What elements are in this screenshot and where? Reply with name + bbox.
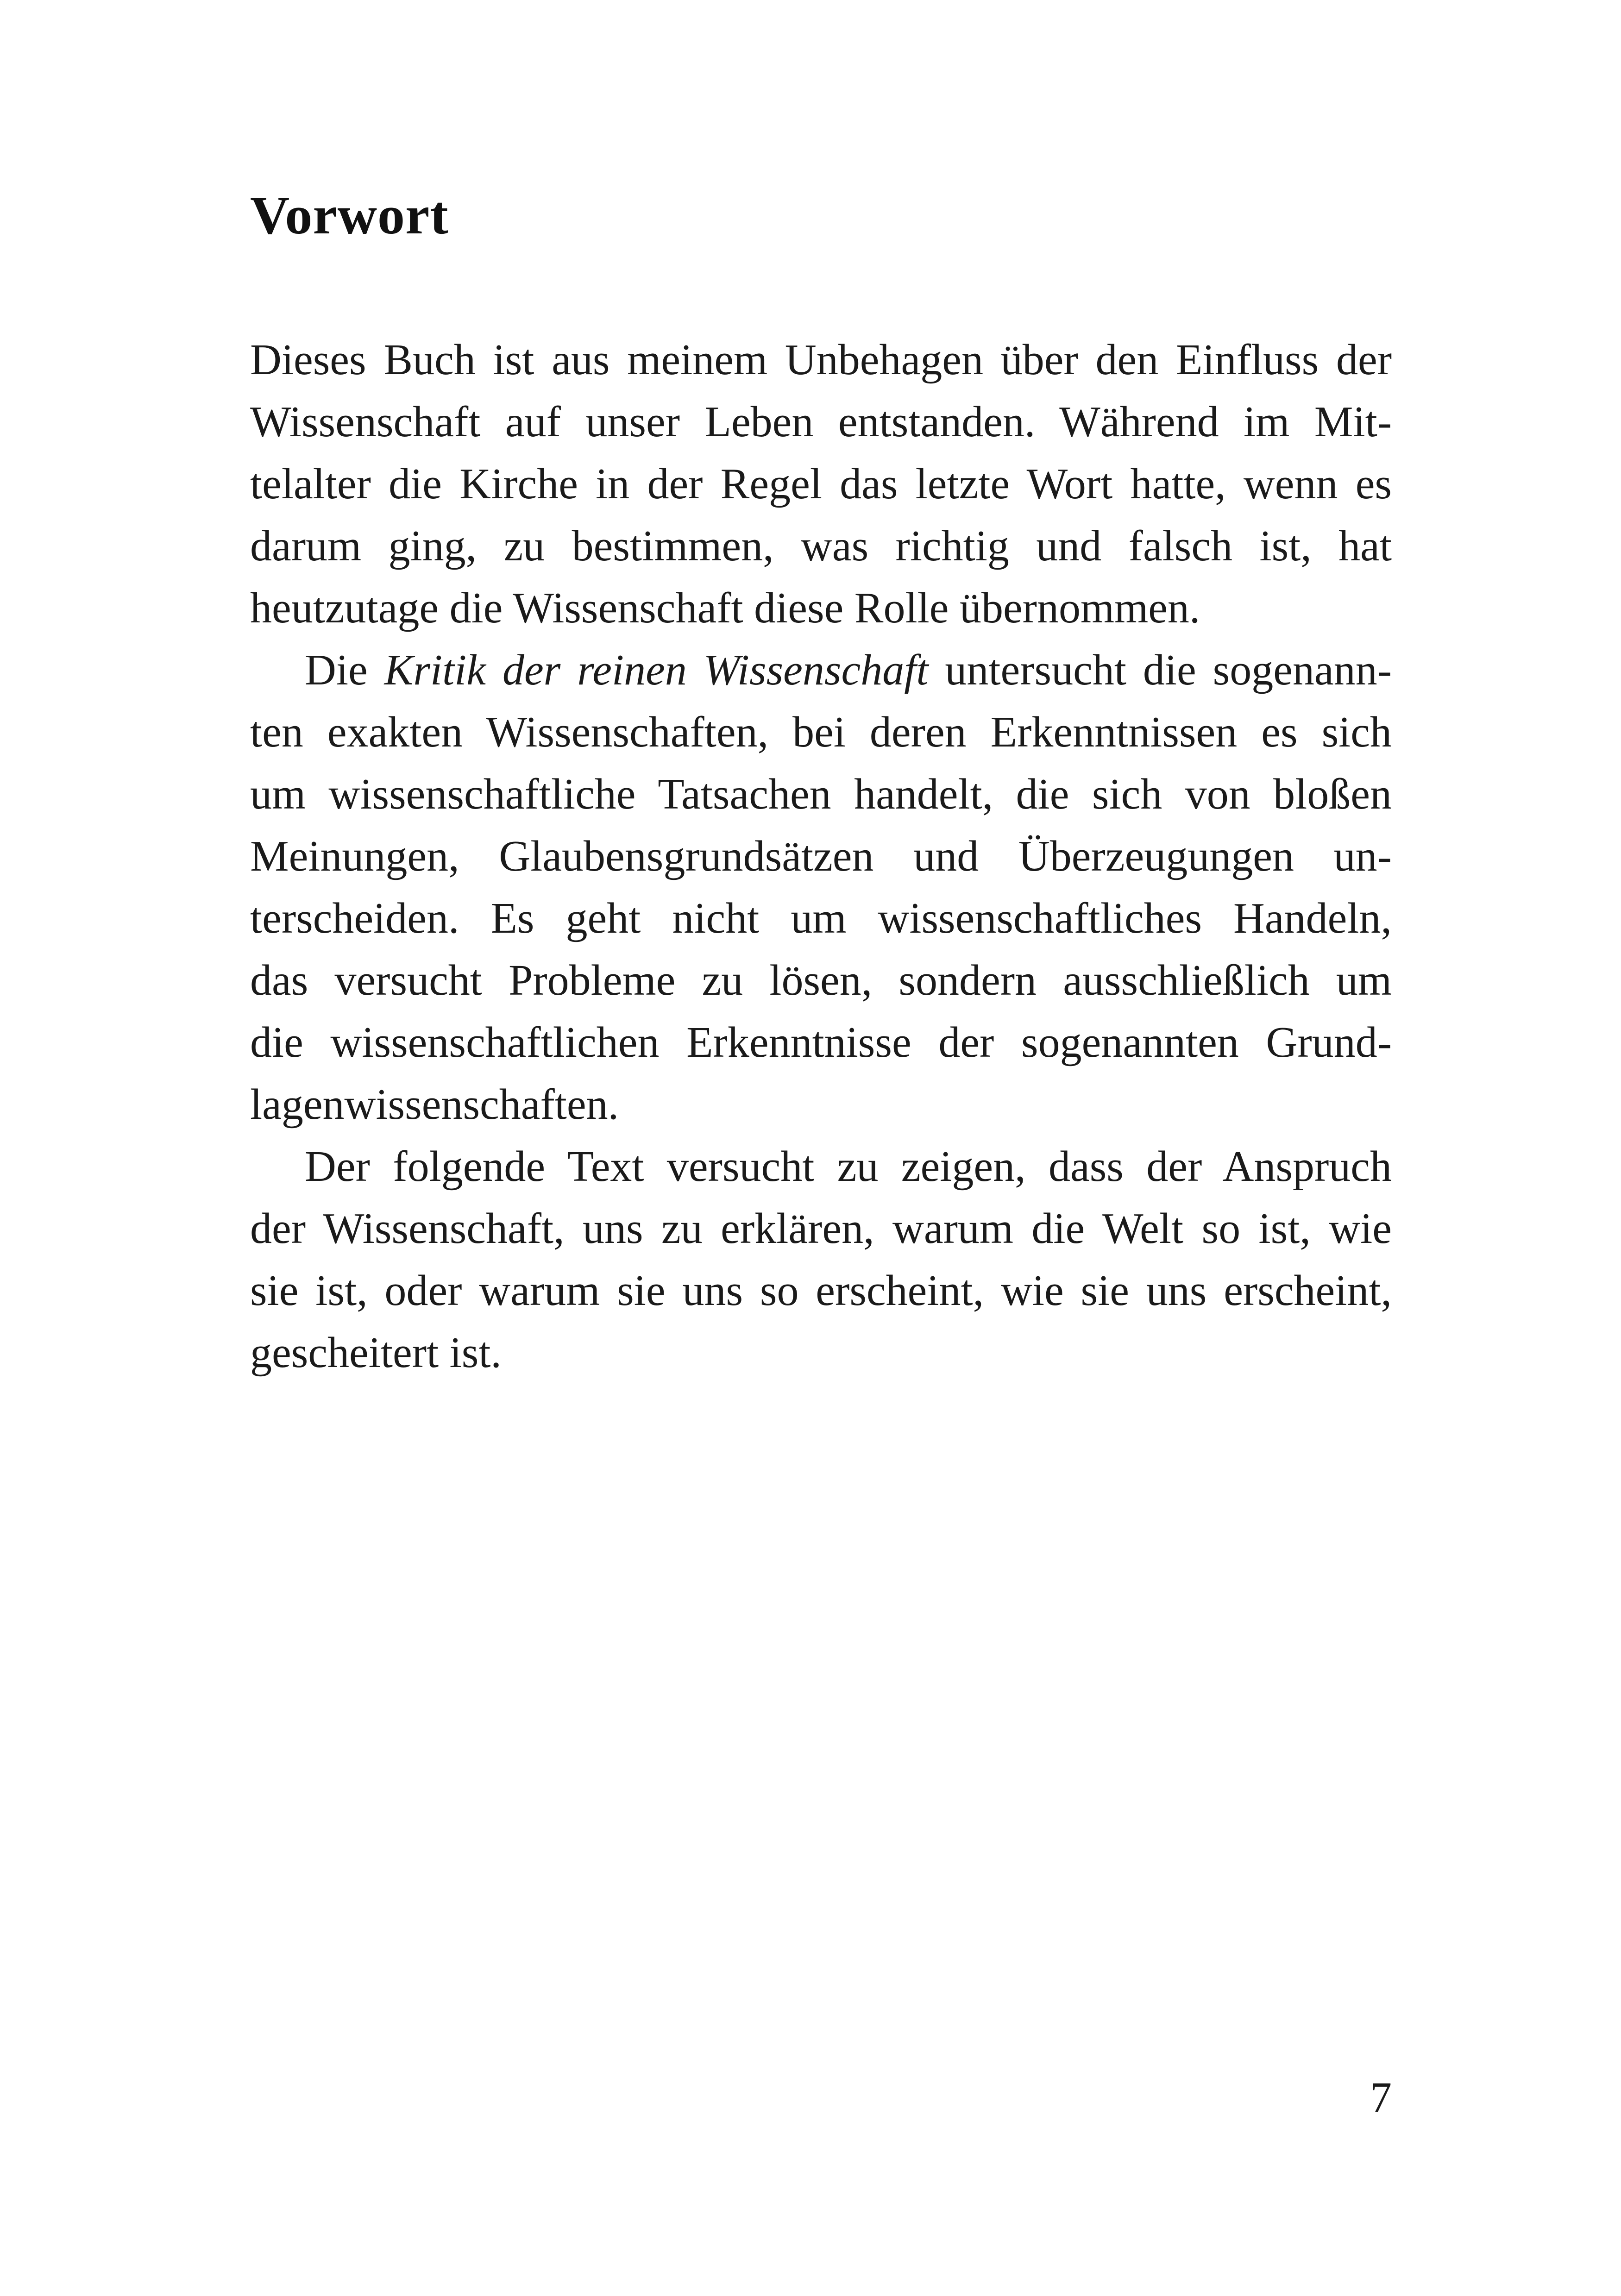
text-line: Dieses Buch ist aus meinem Unbehagen über den Einfluss der (250, 336, 1392, 384)
text-line: Wissenschaft auf unser Leben entstanden. Während im Mit- (250, 398, 1392, 446)
text-line: Der folgende Text versucht zu zeigen, dass der Anspruch (305, 1142, 1392, 1191)
text-line: telalter die Kirche in der Regel das letzte Wort hatte, wenn es (250, 460, 1392, 508)
text-line: lagenwissenschaften. (250, 1080, 619, 1129)
text-run: Die (305, 646, 384, 694)
text-line: um wissenschaftliche Tatsachen handelt, die sich von bloßen (250, 770, 1392, 818)
paragraph-1 (250, 329, 1392, 639)
text-line: sie ist, oder warum sie uns so erscheint, wie sie uns erscheint, (250, 1267, 1392, 1315)
text-line: Meinungen, Glaubensgrundsätzen und Überzeugungen un- (250, 832, 1392, 880)
text-line: die wissenschaftlichen Erkenntnisse der sogenannten Grund- (250, 1018, 1392, 1066)
text-line: der Wissenschaft, uns zu erklären, warum die Welt so ist, wie (250, 1204, 1392, 1253)
page-number: 7 (1370, 2074, 1392, 2122)
book-title-italic: Kritik der reinen Wissenschaft (384, 646, 929, 694)
text-line: ten exakten Wissenschaften, bei deren Erkenntnissen es sich (250, 708, 1392, 756)
paragraph-2 (250, 639, 1392, 1135)
chapter-heading: Vorwort (250, 185, 449, 245)
text-line: heutzutage die Wissenschaft diese Rolle übernommen. (250, 584, 1200, 632)
text-line: darum ging, zu bestimmen, was richtig und falsch ist, hat (250, 522, 1392, 570)
text-line (250, 639, 1392, 701)
text-line: das versucht Probleme zu lösen, sondern ausschließlich um (250, 956, 1392, 1004)
paragraph-3 (250, 1135, 1392, 1384)
text-line: gescheitert ist. (250, 1329, 502, 1377)
body-text (250, 329, 1392, 1384)
text-line: terscheiden. Es geht nicht um wissenschaftliches Handeln, (250, 894, 1392, 942)
text-run: untersucht die sogenann- (928, 646, 1392, 694)
